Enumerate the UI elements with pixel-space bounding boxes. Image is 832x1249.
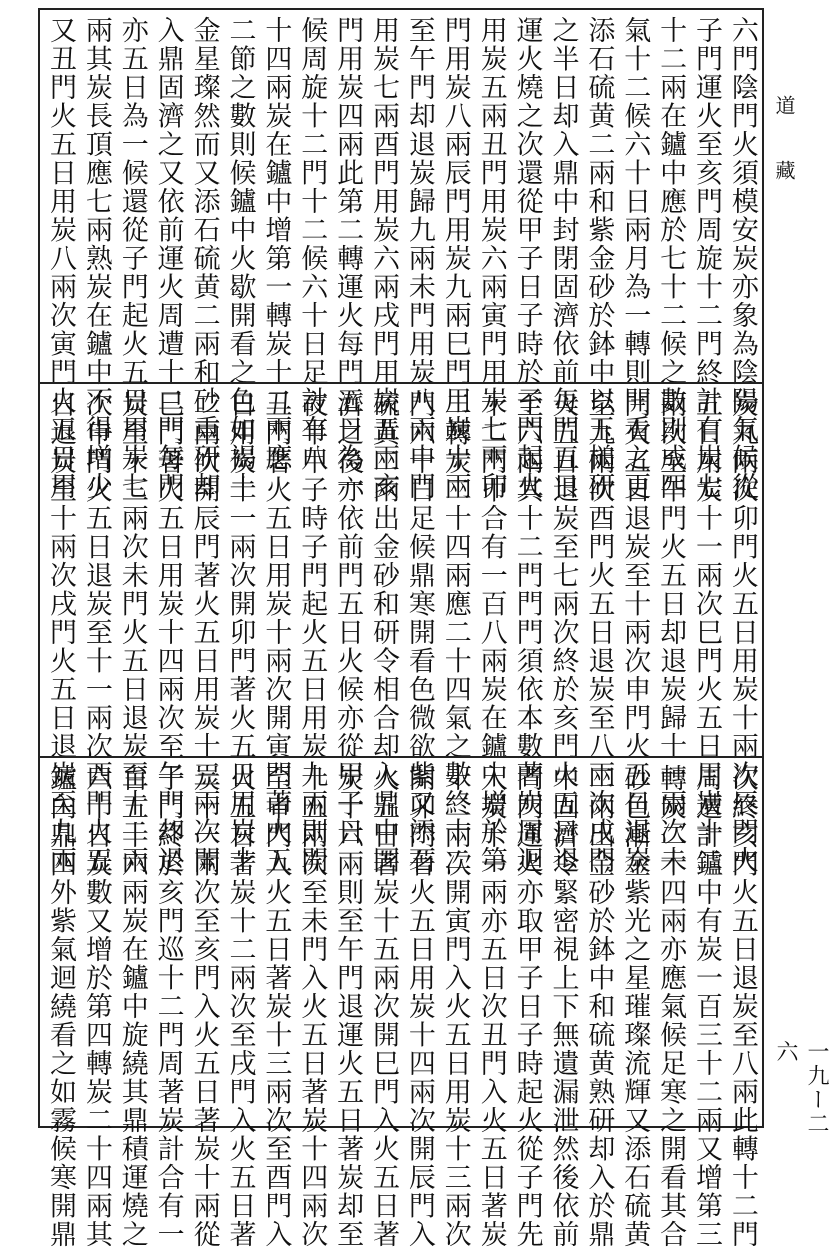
text-column: 炭十六兩則至午門退運火五日著炭却至 — [332, 764, 364, 1249]
text-column: 二節之數則候鑪中火歇開看之色如褐土 — [224, 16, 256, 501]
text-column: 周遭計鑪中有炭一百三十二兩又增第三 — [691, 764, 723, 1249]
text-column: 六門陰門火須模安炭亦象為陰陽氣候從 — [726, 16, 758, 501]
text-column: 百五十六兩炭在鑪中旋繞其鼎積運燒之 — [116, 764, 148, 1249]
text-column: 火五日退炭至七兩次終於亥門火五日退 — [547, 390, 579, 875]
text-column: 運火燒之次還從甲子日子時於子門起火 — [511, 16, 543, 501]
text-column: 日用炭十一兩次開卯門著火五日用炭十 — [224, 390, 256, 875]
text-panel-1 — [40, 10, 762, 501]
text-column: 砂色漸金紫光之星璀璨流輝又添石硫黄 — [619, 764, 651, 1249]
volume-title-bottom: 藏 — [772, 160, 796, 186]
text-column: 門用炭八兩辰門用炭九兩巳門用炭十兩 — [439, 16, 471, 501]
text-column: 二兩出金砂於鉢中和硫黄熟研却入於鼎 — [583, 764, 615, 1249]
text-column: 又丑門火五日用炭八兩次寅門火五日用 — [45, 16, 76, 501]
text-column: 巳門著火五日用炭十四兩次至午門却退 — [152, 390, 184, 875]
text-column: 火五日著炭十二兩次至戌門入火五日著 — [224, 764, 256, 1249]
text-column: 至申門入火五日著炭十三兩次至酉門入 — [260, 764, 292, 1249]
text-column: 次申門火五日退炭至十一兩次酉門火五 — [80, 390, 112, 875]
text-column: 濟之後亦依前門五日火候亦從甲子日 — [332, 390, 364, 846]
volume-title-top: 道 — [772, 95, 796, 121]
text-column: 至午門却退炭歸九兩未門用炭八兩申門 — [403, 16, 435, 501]
text-column: 中固濟令緊密視上下無遺漏泄然後依前 — [547, 764, 579, 1249]
text-column: 兩其炭長頂應七兩熟炭在鑪中不得增少 — [80, 16, 112, 501]
text-column: 添石硫黄二兩和紫金砂於鉢中以玉槌研 — [583, 16, 615, 501]
text-column: 門門運火亦取甲子日子時起火從子門先 — [511, 764, 543, 1249]
text-column: 至六兩其十二門門門須依本數著炭周迴 — [511, 390, 543, 875]
text-column: 五日用炭十一兩次巳門火五日用炭十二 — [691, 390, 723, 875]
text-panel-3 — [40, 756, 762, 1249]
text-column: 日退炭至十兩次戌門火五日退炭至九兩 — [45, 390, 76, 875]
text-column: 十五兩次至未門入火五日著炭十四兩次 — [296, 764, 328, 1249]
text-column: 門火五日退炭至十兩次申門火五日退炭 — [619, 390, 651, 875]
text-column: 入炭十一兩亦五日次丑門入火五日著炭 — [475, 764, 507, 1249]
text-column: 炭九兩次卯門火五日用炭十兩次辰門火 — [726, 390, 758, 875]
text-column: 候周旋十二門十二候六十日足計有八 — [296, 16, 328, 472]
text-column: 十四兩炭在鑪中增第一轉炭十二兩應 — [260, 16, 292, 472]
text-column: 二轉炭二十四兩應二十四氣之數終十二 — [439, 390, 471, 875]
text-column: 子門運火至亥門周旋十二門終計有炭七 — [691, 16, 723, 501]
text-column: 至九兩次酉門火五日退炭至八兩次戌門 — [583, 390, 615, 875]
text-column: 十二兩在鑪中應於七十二候之數則成四 — [655, 16, 687, 501]
panel-2-columns — [44, 390, 758, 875]
text-column: 開卯門著火五日用炭十四兩次開辰門入 — [403, 764, 435, 1249]
text-column: 硫黄二兩出金砂和研令相合却入鼎中固 — [368, 390, 400, 875]
text-column: 用炭五兩丑門用炭六兩寅門用炭七兩卯 — [475, 16, 507, 501]
text-column: 兩次至午門火五日却退炭歸十一兩次未 — [655, 390, 687, 875]
text-column: 十二兩次開寅門入火五日用炭十三兩次 — [439, 764, 471, 1249]
page-number: 一九ー二六 — [773, 1040, 829, 1136]
text-column: 夜半甲子時子門起火五日用炭九兩則開 — [296, 390, 328, 875]
page-frame — [38, 8, 764, 1249]
panel-3-columns — [44, 764, 758, 1249]
text-column: 二兩次開辰門著火五日用炭十三兩次開 — [188, 390, 220, 875]
text-column: 門用炭四兩此第二轉運火每門五日為一 — [332, 16, 364, 501]
text-column: 轉炭二十四兩亦應氣候足寒之開看其合 — [655, 764, 687, 1249]
text-column: 次終亥門火五日退炭至八兩此轉十二門 — [726, 764, 758, 1249]
text-column: 丑門著火五日用炭十兩次開寅門著火五 — [260, 390, 292, 875]
text-column: 用炭七兩酉門用炭六兩戌門用炭五兩亥 — [368, 16, 400, 501]
text-column: 亦五日為一候還從子門起火五日用炭七 — [116, 16, 148, 501]
text-column: 炭十一兩次至亥門入火五日著炭十兩從 — [188, 764, 220, 1249]
text-panel-2 — [40, 382, 762, 875]
panel-1-columns — [44, 16, 758, 501]
text-column: 子門終於亥門巡十二門周著炭計合有一 — [152, 764, 184, 1249]
text-column: 炭至十三兩次未門火五日退炭至十二兩 — [116, 390, 148, 875]
text-column: 氣十二候六十日兩月為一轉則開看之更 — [619, 16, 651, 501]
text-column: 門六十日足候鼎寒開看色微欲紫又添石 — [403, 390, 435, 875]
text-column: 火五日著炭十五兩次開巳門入火五日著 — [368, 764, 400, 1249]
text-column: 六十日炭數又增於第四轉炭二十四兩其 — [80, 764, 112, 1249]
text-column: 十二門帀合有一百八兩炭在鑪中增於第 — [475, 390, 507, 875]
text-column: 金星璨然而又添石硫黄二兩和砂重研却 — [188, 16, 220, 501]
text-column: 鑪內鼎四外紫氣迴繞看之如霧候寒開鼎 — [45, 764, 76, 1249]
text-column: 入鼎固濟之又依前運火周遭十二門每門 — [152, 16, 184, 501]
text-column: 之半日却入鼎中封閉固濟依前每門五日 — [547, 16, 579, 501]
